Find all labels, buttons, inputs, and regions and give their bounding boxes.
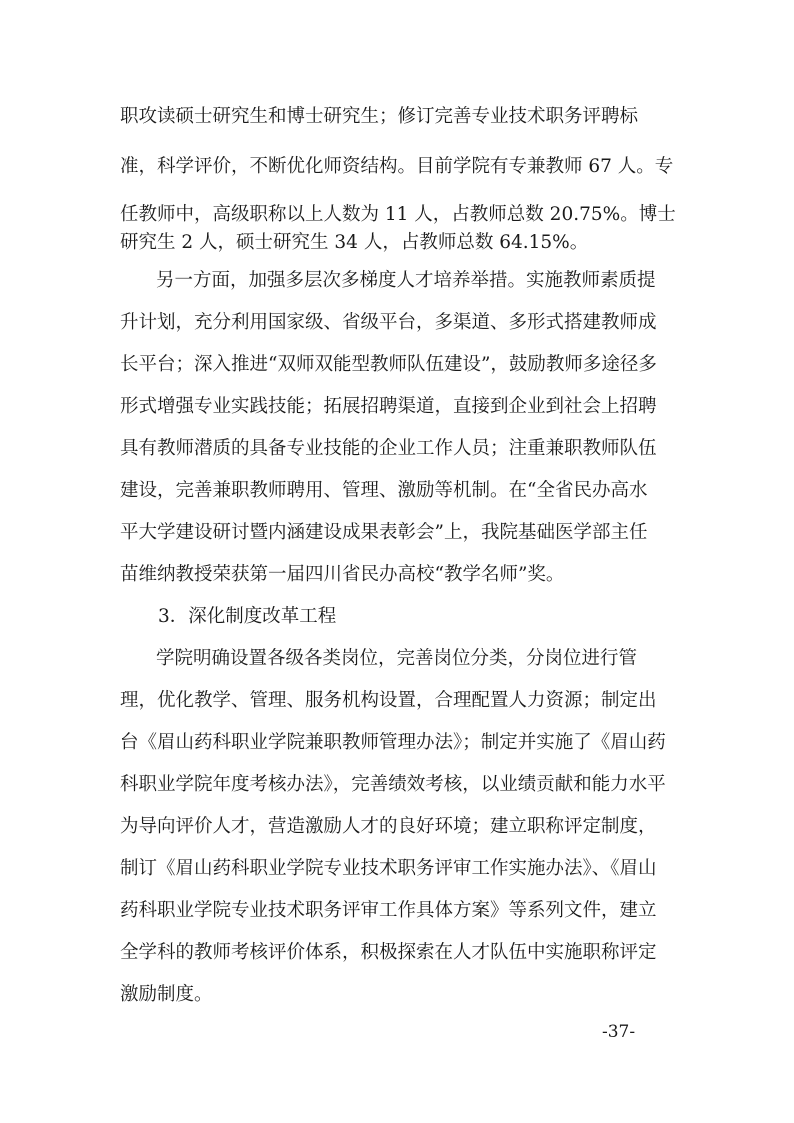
- body-text-line: 职攻读硕士研究生和博士研究生；修订完善专业技术职务评聘标: [120, 106, 639, 127]
- body-text-line: 长平台；深入推进“双师双能型教师队伍建设”，鼓励教师多途径多: [120, 354, 657, 375]
- body-text-line: 另一方面，加强多层次多梯度人才培养举措。实施教师素质提: [156, 270, 656, 291]
- body-text-line: 激励制度。: [120, 984, 213, 1005]
- section-heading: 3．深化制度改革工程: [158, 606, 337, 627]
- body-text-line: 形式增强专业实践技能；拓展招聘渠道，直接到企业到社会上招聘: [120, 396, 657, 417]
- body-text-line: 台《眉山药科职业学院兼职教师管理办法》；制定并实施了《眉山药: [120, 732, 666, 753]
- body-text-line: 理，优化教学、管理、服务机构设置，合理配置人力资源；制定出: [120, 690, 657, 711]
- body-text-line: 制订《眉山药科职业学院专业技术职务评审工作实施办法》、《眉山: [120, 858, 657, 879]
- body-text-line: 任教师中，高级职称以上人数为 11 人，占教师总数 20.75%。博士: [120, 204, 676, 225]
- body-text-line: 全学科的教师考核评价体系，积极探索在人才队伍中实施职称评定: [120, 942, 657, 963]
- body-text-line: 学院明确设置各级各类岗位，完善岗位分类，分岗位进行管: [156, 648, 638, 669]
- page-number: -37-: [602, 1022, 636, 1042]
- body-text-line: 为导向评价人才，营造激励人才的良好环境；建立职称评定制度，: [120, 816, 657, 837]
- body-text-line: 具有教师潜质的具备专业技能的企业工作人员；注重兼职教师队伍: [120, 438, 657, 459]
- body-text-line: 研究生 2 人，硕士研究生 34 人，占教师总数 64.15%。: [120, 232, 589, 253]
- body-text-line: 苗维纳教授荣获第一届四川省民办高校“教学名师”奖。: [120, 564, 565, 585]
- body-text-line: 药科职业学院专业技术职务评审工作具体方案》等系列文件，建立: [120, 900, 657, 921]
- body-text-line: 升计划，充分利用国家级、省级平台，多渠道、多形式搭建教师成: [120, 312, 657, 333]
- body-text-line: 准，科学评价，不断优化师资结构。目前学院有专兼教师 67 人。专: [120, 156, 674, 177]
- body-text-line: 建设，完善兼职教师聘用、管理、激励等机制。在“全省民办高水: [120, 480, 648, 501]
- body-text-line: 科职业学院年度考核办法》，完善绩效考核，以业绩贡献和能力水平: [120, 774, 666, 795]
- body-text-line: 平大学建设研讨暨内涵建设成果表彰会”上，我院基础医学部主任: [120, 522, 648, 543]
